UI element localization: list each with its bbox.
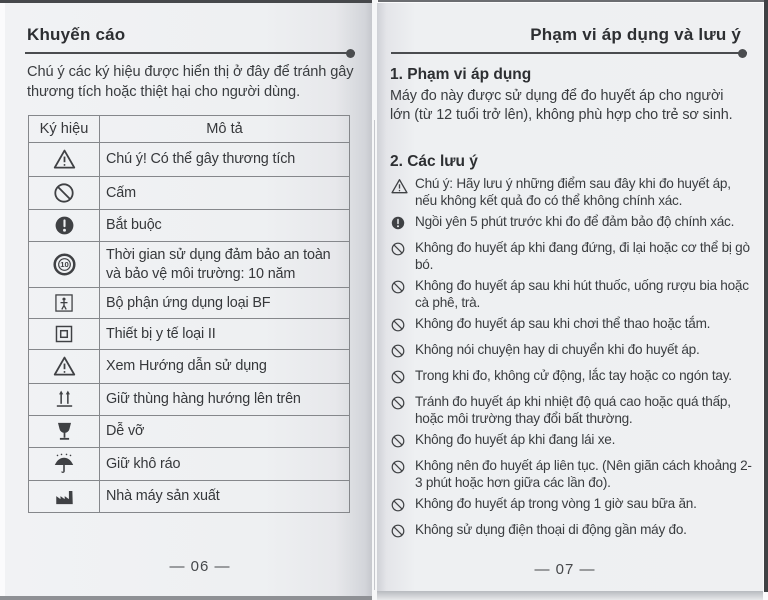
- list-item: [390, 316, 752, 338]
- book-fold-line: [374, 120, 375, 590]
- notes-list: [390, 176, 752, 548]
- prohibited-icon: [390, 368, 409, 390]
- bf-applied-part-icon: [53, 292, 75, 314]
- symbol-description: Dễ vỡ: [100, 416, 350, 448]
- table-row: [29, 416, 350, 448]
- note-text: Không sử dụng điện thoại di động gần máy đo.: [415, 522, 687, 538]
- factory-icon: [53, 485, 76, 508]
- scan-edge-right: [764, 0, 768, 592]
- symbol-table: [28, 115, 350, 513]
- table-row: [29, 288, 350, 319]
- right-header-rule: [391, 52, 747, 54]
- this-way-up-icon: [53, 388, 76, 411]
- note-text: Tránh đo huyết áp khi nhiệt độ quá cao hoặc quá thấp, hoặc môi trường thay đổi bất thường.: [415, 394, 731, 427]
- symbol-description: Thời gian sử dụng đảm bảo an toàn và bảo vệ môi trường: 10 năm: [100, 242, 350, 288]
- symbol-description: Chú ý! Có thể gây thương tích: [100, 143, 350, 177]
- prohibited-icon: [390, 342, 409, 364]
- table-row: [29, 210, 350, 242]
- list-item: [390, 394, 752, 428]
- right-page-number: — 07 —: [534, 561, 596, 578]
- warning-icon: [52, 354, 77, 379]
- fragile-icon: [53, 420, 76, 443]
- scan-edge-top-left: [0, 0, 372, 3]
- prohibited-icon: [390, 278, 409, 312]
- scan-edge-bottom-left: [0, 596, 372, 600]
- section2-title: 2. Các lưu ý: [390, 153, 478, 170]
- left-header-rule: [25, 52, 355, 54]
- left-page: [5, 3, 372, 597]
- table-row: [29, 242, 350, 288]
- list-item: [390, 240, 752, 274]
- prohibited-icon: [390, 432, 409, 454]
- list-item: [390, 342, 752, 364]
- header-rule-dot: [346, 49, 355, 58]
- col-header-description: Mô tả: [100, 116, 350, 143]
- table-row: [29, 384, 350, 416]
- note-text: Không nên đo huyết áp liên tục. (Nên giãn cách khoảng 2-3 phút hoặc hơn giữa các lần đo).: [415, 458, 752, 491]
- warning-icon: [52, 147, 77, 172]
- scan-shadow-bottom-right: [377, 591, 763, 600]
- section1-body: Máy đo này được sử dụng để đo huyết áp cho người lớn (từ 12 tuổi trở lên), không phù hợp cho trẻ sơ sinh.: [390, 88, 733, 123]
- symbol-description: Cấm: [100, 177, 350, 210]
- table-row: [29, 177, 350, 210]
- list-item: [390, 368, 752, 390]
- list-item: [390, 176, 752, 210]
- note-text: Không đo huyết áp trong vòng 1 giờ sau bữa ăn.: [415, 496, 697, 512]
- table-header-row: [29, 116, 350, 143]
- left-intro-text: Chú ý các ký hiệu được hiển thị ở đây để tránh gây thương tích hoặc thiệt hại cho người dùng.: [27, 64, 354, 100]
- col-header-symbol: Ký hiệu: [29, 116, 100, 143]
- mandatory-icon: [53, 214, 76, 237]
- section1-title: 1. Phạm vi áp dụng: [390, 66, 532, 83]
- list-item: [390, 458, 752, 492]
- list-item: [390, 522, 752, 544]
- table-row: [29, 143, 350, 177]
- prohibited-icon: [52, 181, 76, 205]
- note-text: Không đo huyết áp sau khi chơi thể thao hoặc tắm.: [415, 316, 711, 332]
- list-item: [390, 214, 752, 236]
- warning-icon: [390, 176, 409, 210]
- note-text: Chú ý: Hãy lưu ý những điểm sau đây khi đo huyết áp, nếu không kết quả đo có thể không chính xác.: [415, 176, 731, 208]
- symbol-description: Bộ phận ứng dụng loại BF: [100, 288, 350, 319]
- note-text: Trong khi đo, không cử động, lắc tay hoặc co ngón tay.: [415, 368, 732, 384]
- left-page-title: Khuyến cáo: [27, 25, 126, 44]
- prohibited-icon: [390, 522, 409, 544]
- class-ii-equipment-icon: [53, 323, 75, 345]
- table-row: [29, 448, 350, 481]
- prohibited-icon: [390, 316, 409, 338]
- list-item: [390, 432, 752, 454]
- prohibited-icon: [390, 394, 409, 428]
- table-row: [29, 481, 350, 513]
- list-item: [390, 278, 752, 312]
- note-text: Không đo huyết áp sau khi hút thuốc, uống rượu bia hoặc cà phê, trà.: [415, 278, 749, 310]
- scan-edge-top-right: [378, 0, 766, 2]
- keep-dry-icon: [52, 452, 76, 476]
- prohibited-icon: [390, 458, 409, 492]
- mandatory-icon: [390, 214, 409, 236]
- left-page-number: — 06 —: [169, 558, 231, 575]
- list-item: [390, 496, 752, 518]
- prohibited-icon: [390, 496, 409, 518]
- symbol-description: Giữ thùng hàng hướng lên trên: [100, 384, 350, 416]
- environment-10-year-icon: [52, 252, 77, 277]
- note-text: Không nói chuyện hay di chuyển khi đo huyết áp.: [415, 342, 700, 358]
- note-text: Không đo huyết áp khi đang lái xe.: [415, 432, 616, 448]
- symbol-description: Nhà máy sản xuất: [100, 481, 350, 513]
- table-row: [29, 350, 350, 384]
- prohibited-icon: [390, 240, 409, 274]
- header-rule-dot: [738, 49, 747, 58]
- symbol-description: Bắt buộc: [100, 210, 350, 242]
- note-text: Ngồi yên 5 phút trước khi đo để đảm bảo độ chính xác.: [415, 214, 735, 230]
- table-row: [29, 319, 350, 350]
- right-page-title: Phạm vi áp dụng và lưu ý: [530, 25, 741, 44]
- note-text: Không đo huyết áp khi đang đứng, đi lại hoặc cơ thể bị gò bó.: [415, 240, 750, 272]
- symbol-description: Xem Hướng dẫn sử dụng: [100, 350, 350, 384]
- symbol-description: Thiết bị y tế loại II: [100, 319, 350, 350]
- symbol-description: Giữ khô ráo: [100, 448, 350, 481]
